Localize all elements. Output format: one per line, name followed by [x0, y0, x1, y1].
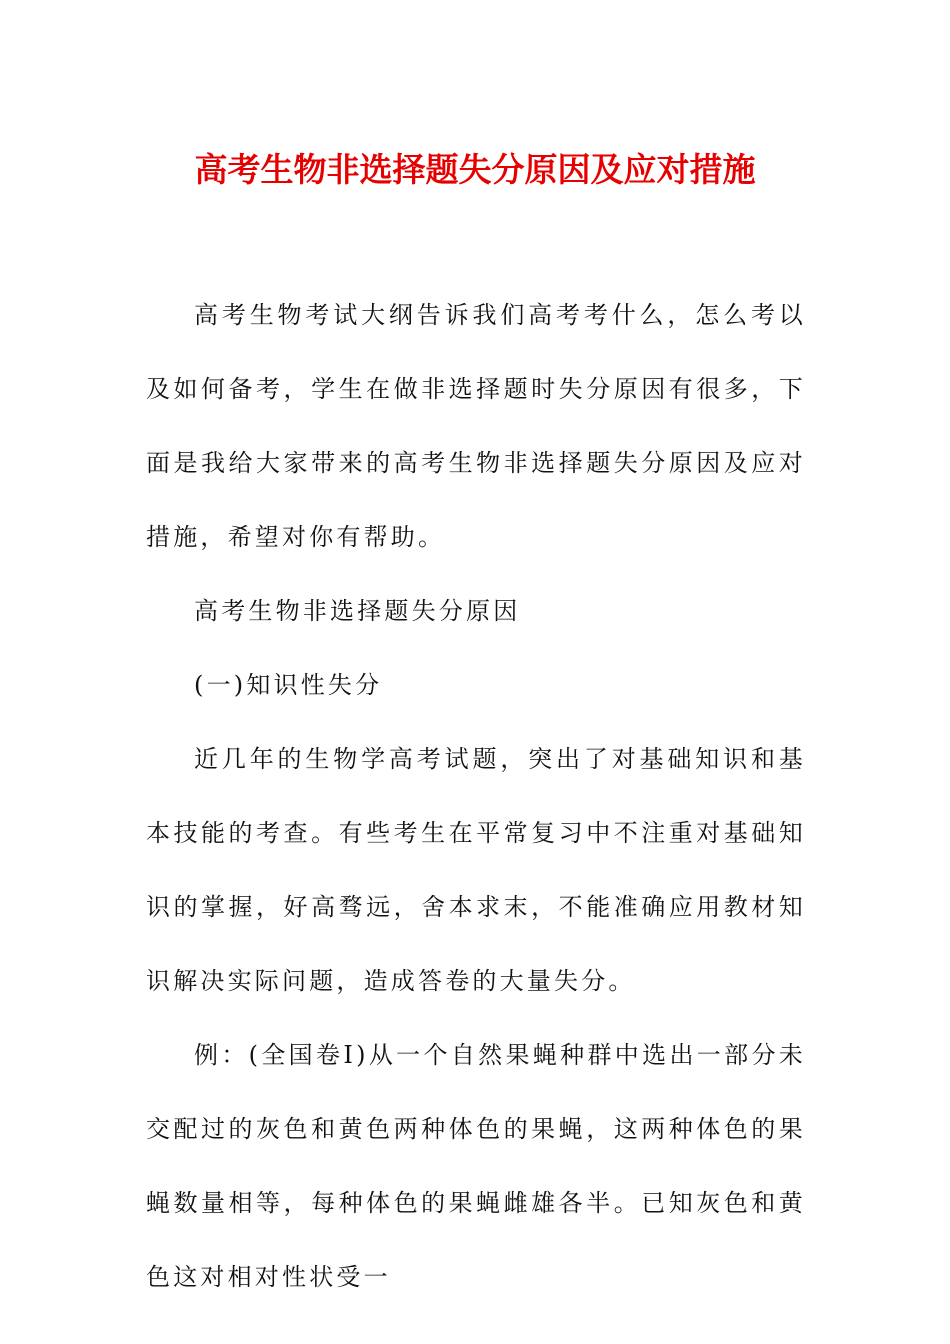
document-title: 高考生物非选择题失分原因及应对措施: [194, 150, 756, 189]
subsection-heading: (一)知识性失分: [194, 671, 383, 699]
example-paragraph: 例：(全国卷Ⅰ)从一个自然果蝇种群中选出一部分未交配过的灰色和黄色两种体色的果蝇，这两种体色的果蝇数量相等，每种体色的果蝇雌雄各半。已知灰色和黄色这对相对性状受一: [146, 1041, 806, 1291]
section-heading: 高考生物非选择题失分原因: [194, 597, 521, 625]
intro-paragraph: 高考生物考试大纲告诉我们高考考什么，怎么考以及如何备考，学生在做非选择题时失分原因有很多，下面是我给大家带来的高考生物非选择题失分原因及应对措施，希望对你有帮助。: [146, 301, 806, 551]
body-paragraph: 近几年的生物学高考试题，突出了对基础知识和基本技能的考查。有些考生在平常复习中不注重对基础知识的掌握，好高骛远，舍本求末，不能准确应用教材知识解决实际问题，造成答卷的大量失分。: [146, 745, 806, 995]
document-body: [146, 278, 806, 1314]
